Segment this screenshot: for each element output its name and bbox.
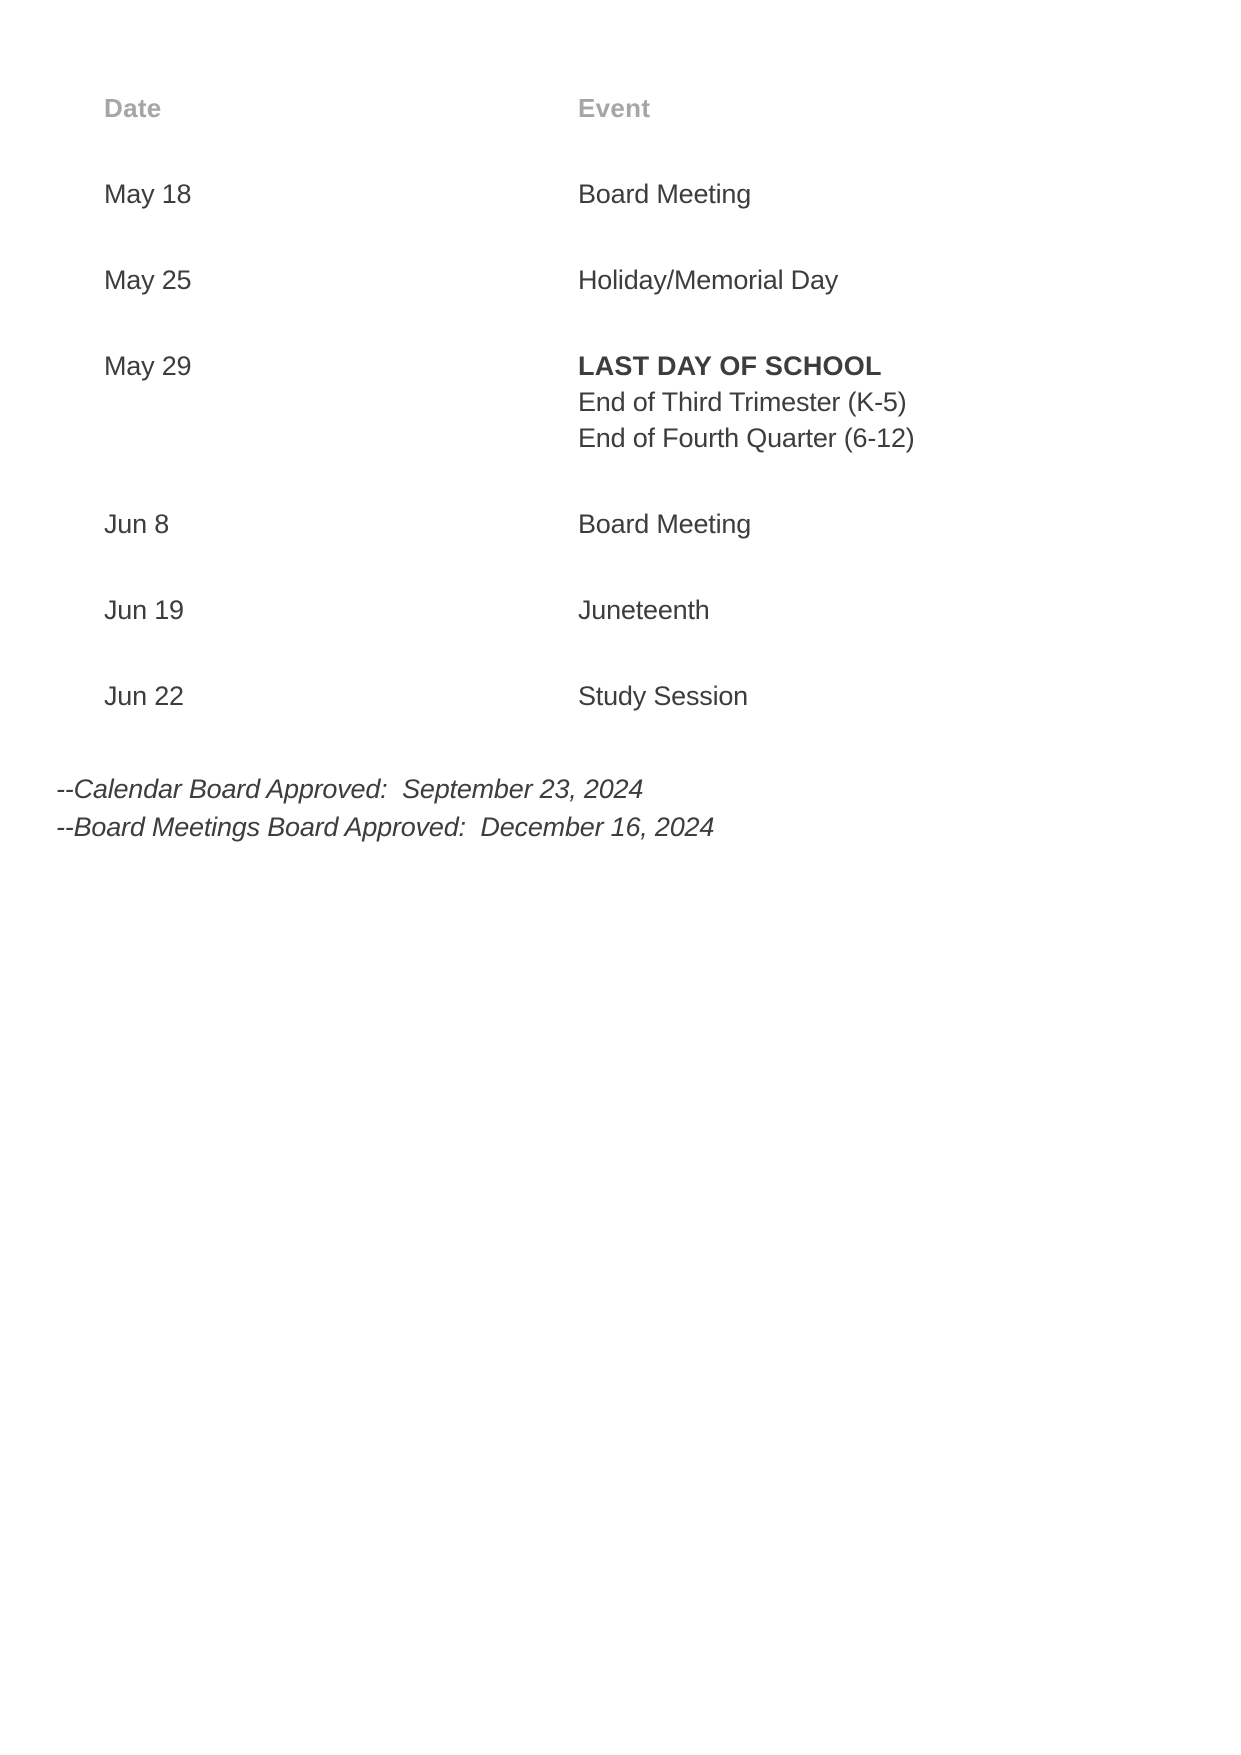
- event-detail-line: End of Fourth Quarter (6-12): [578, 423, 915, 453]
- event-title-line: LAST DAY OF SCHOOL: [578, 351, 882, 381]
- event-cell: Study Session: [578, 681, 748, 711]
- date-cell: May 18: [104, 179, 192, 209]
- date-cell: Jun 19: [104, 595, 184, 625]
- table-row: [104, 678, 1181, 714]
- event-cell: Board Meeting: [578, 179, 752, 209]
- column-header-event: Event: [578, 93, 651, 123]
- date-cell: Jun 8: [104, 509, 170, 539]
- table-row: [104, 506, 1181, 542]
- date-cell: May 29: [104, 351, 192, 381]
- calendar-approved-note: --Calendar Board Approved: September 23, 2024: [56, 774, 644, 804]
- table-row: [104, 592, 1181, 628]
- board-meetings-approved-note: --Board Meetings Board Approved: December 16, 2024: [56, 812, 715, 842]
- table-row: [104, 348, 1181, 456]
- date-cell: May 25: [104, 265, 192, 295]
- calendar-table: [104, 90, 1181, 714]
- event-cell: [578, 348, 1181, 456]
- event-cell: Holiday/Memorial Day: [578, 265, 839, 295]
- event-cell: Juneteenth: [578, 595, 710, 625]
- table-row: [104, 262, 1181, 298]
- date-cell: Jun 22: [104, 681, 184, 711]
- table-row: [104, 176, 1181, 212]
- column-header-date: Date: [104, 93, 162, 123]
- approval-footnotes: [56, 770, 1241, 846]
- event-cell: Board Meeting: [578, 509, 752, 539]
- table-header-row: [104, 90, 1181, 126]
- event-detail-line: End of Third Trimester (K-5): [578, 387, 907, 417]
